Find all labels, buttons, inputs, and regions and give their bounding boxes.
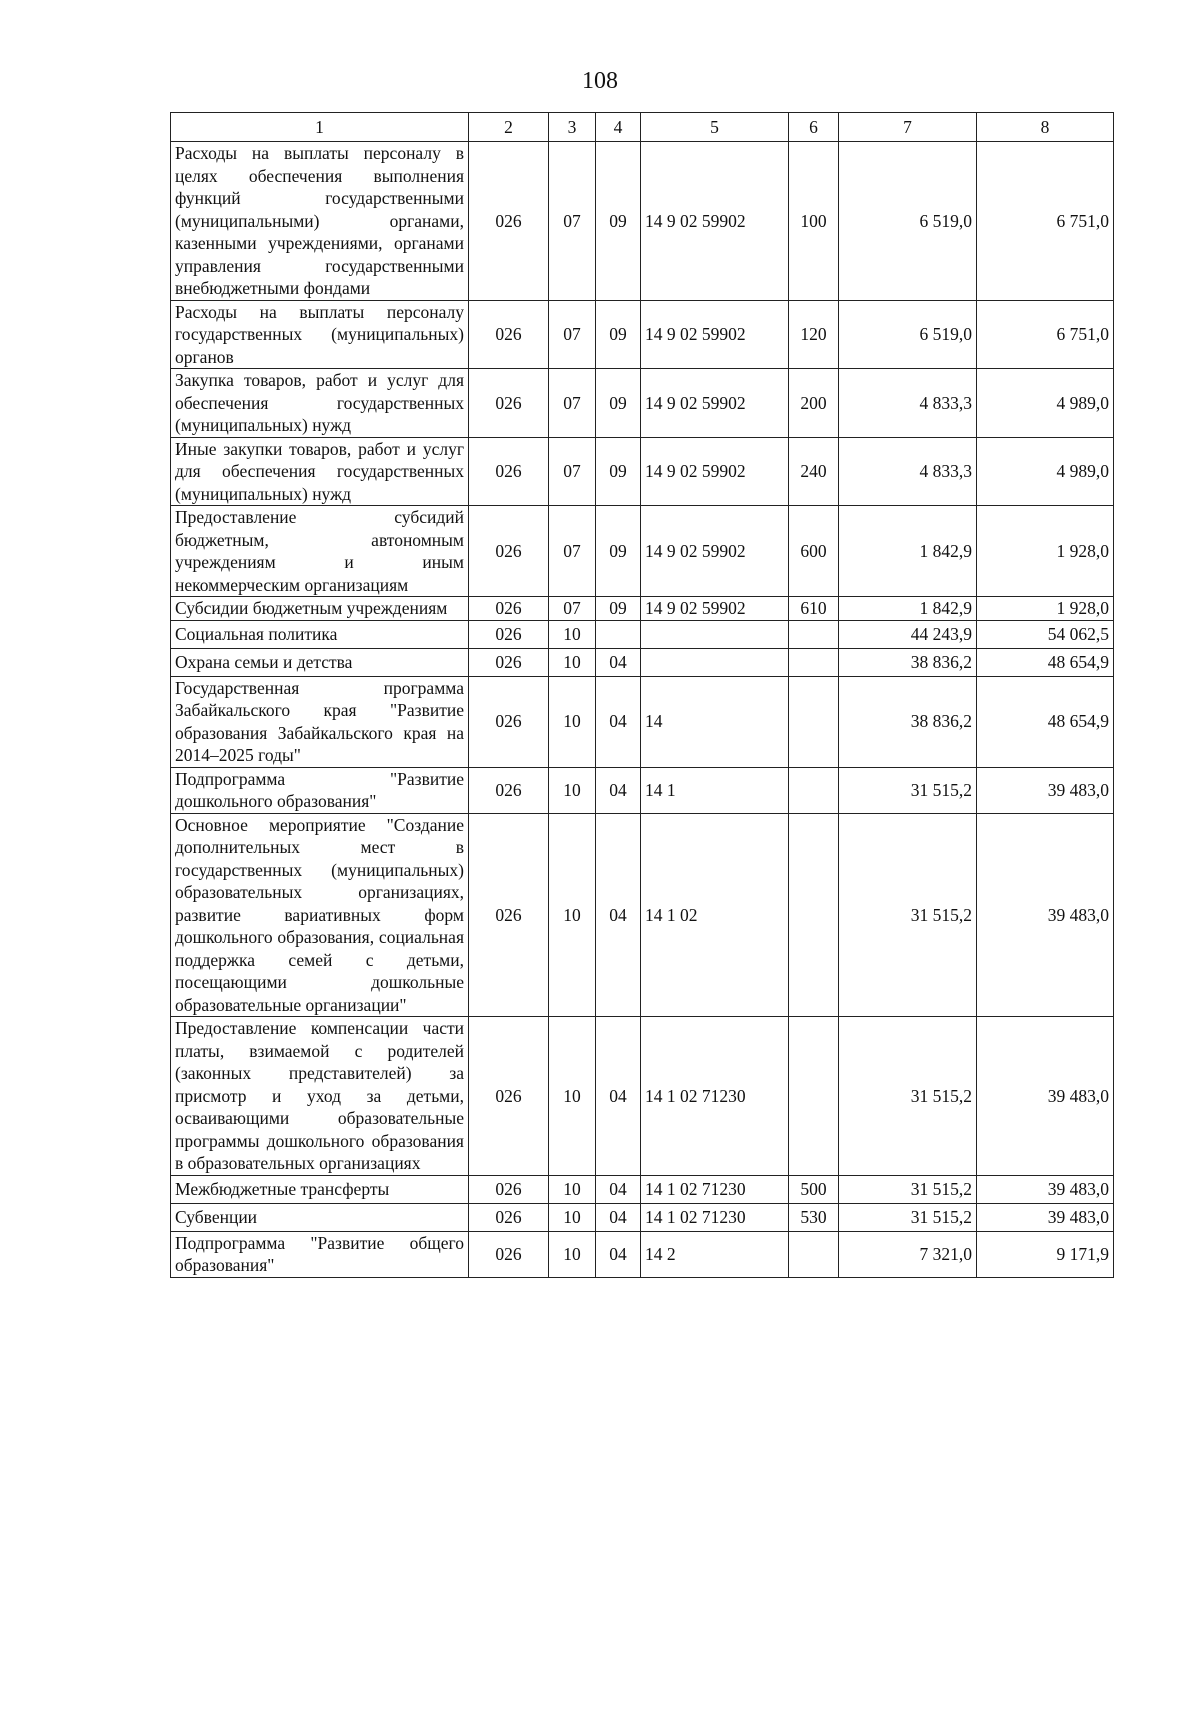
- section-code: 10: [549, 1231, 596, 1277]
- expense-type-code: 120: [789, 300, 839, 369]
- expense-type-code: [789, 648, 839, 676]
- row-name: Подпрограмма "Развитие дошкольного образования": [171, 767, 469, 813]
- section-code: 07: [549, 300, 596, 369]
- section-code: 10: [549, 1203, 596, 1231]
- ministry-code: 026: [469, 142, 549, 301]
- section-code: 10: [549, 648, 596, 676]
- amount-year-1: 4 833,3: [839, 369, 977, 438]
- section-code: 10: [549, 1017, 596, 1176]
- table-row: [171, 620, 1114, 648]
- row-name: Подпрограмма "Развитие общего образования": [171, 1231, 469, 1277]
- column-header: 5: [641, 113, 789, 142]
- expense-type-code: [789, 1017, 839, 1176]
- table-row: [171, 300, 1114, 369]
- ministry-code: 026: [469, 767, 549, 813]
- amount-year-2: 9 171,9: [977, 1231, 1114, 1277]
- row-name: Закупка товаров, работ и услуг для обеспечения государственных (муниципальных) нужд: [171, 369, 469, 438]
- row-name: Основное мероприятие "Создание дополнительных мест в государственных (муниципальных) образовательных организациях, развитие вариативных форм дошкольного образования, социальная поддержка семей с детьми, посещающими дошкольные образовательные организации": [171, 813, 469, 1017]
- amount-year-2: 6 751,0: [977, 142, 1114, 301]
- expense-type-code: 600: [789, 506, 839, 597]
- target-article-code: [641, 648, 789, 676]
- row-name: Предоставление субсидий бюджетным, автономным учреждениям и иным некоммерческим организациям: [171, 506, 469, 597]
- table-row: [171, 767, 1114, 813]
- row-name: Межбюджетные трансферты: [171, 1175, 469, 1203]
- ministry-code: 026: [469, 1175, 549, 1203]
- amount-year-2: 39 483,0: [977, 767, 1114, 813]
- row-name: Субвенции: [171, 1203, 469, 1231]
- ministry-code: 026: [469, 676, 549, 767]
- amount-year-2: 6 751,0: [977, 300, 1114, 369]
- amount-year-1: 6 519,0: [839, 300, 977, 369]
- target-article-code: 14 1 02: [641, 813, 789, 1017]
- table-row: [171, 813, 1114, 1017]
- amount-year-2: 39 483,0: [977, 1203, 1114, 1231]
- target-article-code: 14 2: [641, 1231, 789, 1277]
- column-header: 1: [171, 113, 469, 142]
- target-article-code: 14: [641, 676, 789, 767]
- section-code: 07: [549, 142, 596, 301]
- row-name: Расходы на выплаты персоналу в целях обеспечения выполнения функций государственными (муниципальными) органами, казенными учреждениями, органами управления государственными внебюджетными фондами: [171, 142, 469, 301]
- ministry-code: 026: [469, 597, 549, 621]
- row-name: Охрана семьи и детства: [171, 648, 469, 676]
- ministry-code: 026: [469, 369, 549, 438]
- amount-year-2: 39 483,0: [977, 1175, 1114, 1203]
- table-body: [171, 142, 1114, 1278]
- target-article-code: 14 1: [641, 767, 789, 813]
- amount-year-1: 44 243,9: [839, 620, 977, 648]
- target-article-code: 14 9 02 59902: [641, 597, 789, 621]
- target-article-code: 14 9 02 59902: [641, 369, 789, 438]
- amount-year-2: 39 483,0: [977, 813, 1114, 1017]
- amount-year-1: 38 836,2: [839, 676, 977, 767]
- amount-year-1: 31 515,2: [839, 1017, 977, 1176]
- target-article-code: 14 1 02 71230: [641, 1175, 789, 1203]
- budget-table: [170, 112, 1114, 1278]
- expense-type-code: [789, 620, 839, 648]
- expense-type-code: 100: [789, 142, 839, 301]
- subsection-code: 09: [596, 300, 641, 369]
- table-row: [171, 1231, 1114, 1277]
- subsection-code: 09: [596, 437, 641, 506]
- section-code: 10: [549, 676, 596, 767]
- amount-year-2: 54 062,5: [977, 620, 1114, 648]
- amount-year-1: 31 515,2: [839, 1203, 977, 1231]
- amount-year-1: 1 842,9: [839, 506, 977, 597]
- section-code: 07: [549, 597, 596, 621]
- amount-year-1: 1 842,9: [839, 597, 977, 621]
- row-name: Иные закупки товаров, работ и услуг для обеспечения государственных (муниципальных) нужд: [171, 437, 469, 506]
- ministry-code: 026: [469, 1203, 549, 1231]
- target-article-code: 14 9 02 59902: [641, 437, 789, 506]
- column-header: 3: [549, 113, 596, 142]
- expense-type-code: [789, 676, 839, 767]
- column-header: 7: [839, 113, 977, 142]
- table-row: [171, 506, 1114, 597]
- amount-year-2: 48 654,9: [977, 676, 1114, 767]
- amount-year-2: 39 483,0: [977, 1017, 1114, 1176]
- amount-year-1: 38 836,2: [839, 648, 977, 676]
- target-article-code: 14 1 02 71230: [641, 1017, 789, 1176]
- target-article-code: [641, 620, 789, 648]
- ministry-code: 026: [469, 1231, 549, 1277]
- amount-year-2: 1 928,0: [977, 597, 1114, 621]
- subsection-code: 04: [596, 1017, 641, 1176]
- table-row: [171, 597, 1114, 621]
- page-number: 108: [582, 68, 618, 94]
- section-code: 07: [549, 437, 596, 506]
- subsection-code: 04: [596, 813, 641, 1017]
- subsection-code: 04: [596, 676, 641, 767]
- table-row: [171, 437, 1114, 506]
- amount-year-1: 7 321,0: [839, 1231, 977, 1277]
- ministry-code: 026: [469, 506, 549, 597]
- table-row: [171, 1175, 1114, 1203]
- section-code: 10: [549, 767, 596, 813]
- subsection-code: 04: [596, 1231, 641, 1277]
- column-header: 4: [596, 113, 641, 142]
- header-row: [171, 113, 1114, 142]
- target-article-code: 14 9 02 59902: [641, 300, 789, 369]
- section-code: 07: [549, 369, 596, 438]
- expense-type-code: [789, 813, 839, 1017]
- subsection-code: 04: [596, 767, 641, 813]
- amount-year-1: 4 833,3: [839, 437, 977, 506]
- ministry-code: 026: [469, 620, 549, 648]
- row-name: Государственная программа Забайкальского края "Развитие образования Забайкальского края на 2014–2025 годы": [171, 676, 469, 767]
- amount-year-2: 4 989,0: [977, 369, 1114, 438]
- ministry-code: 026: [469, 437, 549, 506]
- section-code: 07: [549, 506, 596, 597]
- table-row: [171, 1017, 1114, 1176]
- amount-year-2: 1 928,0: [977, 506, 1114, 597]
- column-header: 2: [469, 113, 549, 142]
- table-row: [171, 676, 1114, 767]
- amount-year-1: 31 515,2: [839, 813, 977, 1017]
- subsection-code: 04: [596, 1175, 641, 1203]
- table-row: [171, 648, 1114, 676]
- row-name: Социальная политика: [171, 620, 469, 648]
- column-header: 8: [977, 113, 1114, 142]
- amount-year-1: 6 519,0: [839, 142, 977, 301]
- ministry-code: 026: [469, 300, 549, 369]
- subsection-code: 09: [596, 597, 641, 621]
- table-row: [171, 369, 1114, 438]
- subsection-code: 09: [596, 369, 641, 438]
- table-row: [171, 1203, 1114, 1231]
- row-name: Расходы на выплаты персоналу государственных (муниципальных) органов: [171, 300, 469, 369]
- ministry-code: 026: [469, 1017, 549, 1176]
- expense-type-code: [789, 1231, 839, 1277]
- row-name: Субсидии бюджетным учреждениям: [171, 597, 469, 621]
- ministry-code: 026: [469, 648, 549, 676]
- subsection-code: 09: [596, 142, 641, 301]
- amount-year-1: 31 515,2: [839, 767, 977, 813]
- ministry-code: 026: [469, 813, 549, 1017]
- expense-type-code: 610: [789, 597, 839, 621]
- subsection-code: 09: [596, 506, 641, 597]
- expense-type-code: 240: [789, 437, 839, 506]
- expense-type-code: 500: [789, 1175, 839, 1203]
- section-code: 10: [549, 813, 596, 1017]
- expense-type-code: 200: [789, 369, 839, 438]
- amount-year-2: 4 989,0: [977, 437, 1114, 506]
- target-article-code: 14 1 02 71230: [641, 1203, 789, 1231]
- amount-year-1: 31 515,2: [839, 1175, 977, 1203]
- target-article-code: 14 9 02 59902: [641, 142, 789, 301]
- subsection-code: 04: [596, 648, 641, 676]
- section-code: 10: [549, 1175, 596, 1203]
- target-article-code: 14 9 02 59902: [641, 506, 789, 597]
- subsection-code: [596, 620, 641, 648]
- expense-type-code: 530: [789, 1203, 839, 1231]
- column-header: 6: [789, 113, 839, 142]
- expense-type-code: [789, 767, 839, 813]
- amount-year-2: 48 654,9: [977, 648, 1114, 676]
- table-row: [171, 142, 1114, 301]
- subsection-code: 04: [596, 1203, 641, 1231]
- section-code: 10: [549, 620, 596, 648]
- row-name: Предоставление компенсации части платы, взимаемой с родителей (законных представителей) за присмотр и уход за детьми, осваивающими образовательные программы дошкольного образования в образовательных организациях: [171, 1017, 469, 1176]
